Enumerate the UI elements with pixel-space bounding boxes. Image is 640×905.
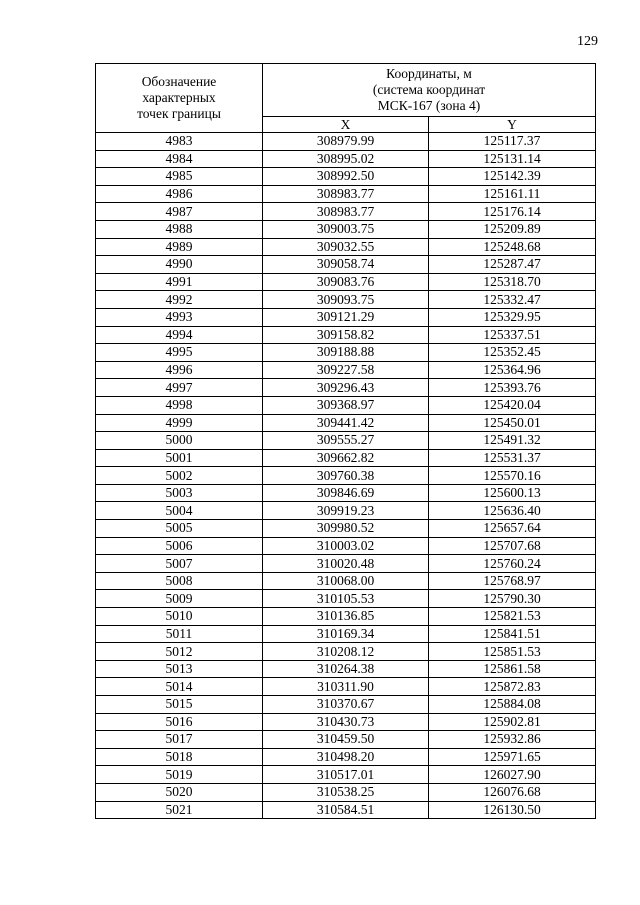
cell-x: 310370.67 xyxy=(263,696,429,714)
table-row xyxy=(96,308,596,326)
table-row xyxy=(96,256,596,274)
table-row xyxy=(96,273,596,291)
cell-y: 126130.50 xyxy=(429,801,596,819)
cell-y: 125287.47 xyxy=(429,256,596,274)
table-row xyxy=(96,572,596,590)
header-designation-line: характерных xyxy=(142,90,216,105)
cell-y: 125657.64 xyxy=(429,520,596,538)
cell-x: 310517.01 xyxy=(263,766,429,784)
table-body xyxy=(96,133,596,819)
cell-point: 4999 xyxy=(96,414,263,432)
cell-y: 125176.14 xyxy=(429,203,596,221)
cell-point: 4991 xyxy=(96,273,263,291)
table-row xyxy=(96,801,596,819)
header-coords-line: Координаты, м xyxy=(386,66,472,81)
cell-y: 125318.70 xyxy=(429,273,596,291)
page-number: 129 xyxy=(577,34,598,49)
cell-y: 125531.37 xyxy=(429,449,596,467)
cell-point: 4994 xyxy=(96,326,263,344)
cell-point: 5010 xyxy=(96,608,263,626)
cell-y: 125872.83 xyxy=(429,678,596,696)
cell-x: 309121.29 xyxy=(263,308,429,326)
table-row xyxy=(96,696,596,714)
cell-y: 125841.51 xyxy=(429,625,596,643)
cell-x: 309032.55 xyxy=(263,238,429,256)
cell-x: 310430.73 xyxy=(263,713,429,731)
header-x: X xyxy=(263,117,429,133)
header-designation-line: Обозначение xyxy=(141,74,217,89)
table-row xyxy=(96,291,596,309)
cell-x: 310020.48 xyxy=(263,555,429,573)
cell-x: 310105.53 xyxy=(263,590,429,608)
table-row xyxy=(96,344,596,362)
cell-y: 125117.37 xyxy=(429,133,596,151)
cell-point: 4998 xyxy=(96,396,263,414)
cell-x: 310498.20 xyxy=(263,748,429,766)
cell-y: 125248.68 xyxy=(429,238,596,256)
cell-x: 308995.02 xyxy=(263,150,429,168)
cell-point: 5012 xyxy=(96,643,263,661)
table-row xyxy=(96,555,596,573)
cell-y: 125364.96 xyxy=(429,361,596,379)
cell-y: 125332.47 xyxy=(429,291,596,309)
cell-point: 5019 xyxy=(96,766,263,784)
cell-x: 310169.34 xyxy=(263,625,429,643)
cell-x: 309058.74 xyxy=(263,256,429,274)
cell-x: 310136.85 xyxy=(263,608,429,626)
table-row xyxy=(96,185,596,203)
cell-y: 125902.81 xyxy=(429,713,596,731)
cell-x: 309003.75 xyxy=(263,220,429,238)
coordinates-table xyxy=(95,63,596,819)
cell-point: 4983 xyxy=(96,133,263,151)
cell-y: 125760.24 xyxy=(429,555,596,573)
cell-y: 125337.51 xyxy=(429,326,596,344)
table-row xyxy=(96,449,596,467)
table-row xyxy=(96,414,596,432)
cell-x: 310584.51 xyxy=(263,801,429,819)
table-row xyxy=(96,783,596,801)
table-row xyxy=(96,520,596,538)
cell-point: 4990 xyxy=(96,256,263,274)
table-row xyxy=(96,625,596,643)
cell-point: 4989 xyxy=(96,238,263,256)
cell-x: 309083.76 xyxy=(263,273,429,291)
cell-x: 310264.38 xyxy=(263,660,429,678)
table-row xyxy=(96,467,596,485)
cell-point: 5016 xyxy=(96,713,263,731)
table-row xyxy=(96,432,596,450)
table-row xyxy=(96,678,596,696)
cell-y: 125131.14 xyxy=(429,150,596,168)
cell-x: 308979.99 xyxy=(263,133,429,151)
cell-x: 309441.42 xyxy=(263,414,429,432)
cell-point: 4985 xyxy=(96,168,263,186)
cell-x: 309846.69 xyxy=(263,484,429,502)
cell-x: 308983.77 xyxy=(263,203,429,221)
table-row xyxy=(96,396,596,414)
table-row xyxy=(96,150,596,168)
cell-point: 4997 xyxy=(96,379,263,397)
cell-x: 309296.43 xyxy=(263,379,429,397)
cell-point: 5001 xyxy=(96,449,263,467)
cell-x: 310208.12 xyxy=(263,643,429,661)
cell-y: 126027.90 xyxy=(429,766,596,784)
cell-y: 125600.13 xyxy=(429,484,596,502)
cell-point: 5007 xyxy=(96,555,263,573)
cell-point: 4993 xyxy=(96,308,263,326)
cell-point: 5006 xyxy=(96,537,263,555)
cell-x: 309158.82 xyxy=(263,326,429,344)
cell-y: 125884.08 xyxy=(429,696,596,714)
cell-x: 309980.52 xyxy=(263,520,429,538)
table-row xyxy=(96,220,596,238)
cell-x: 310311.90 xyxy=(263,678,429,696)
cell-point: 5015 xyxy=(96,696,263,714)
cell-y: 125209.89 xyxy=(429,220,596,238)
cell-point: 4987 xyxy=(96,203,263,221)
cell-y: 125971.65 xyxy=(429,748,596,766)
cell-y: 125768.97 xyxy=(429,572,596,590)
cell-y: 125861.58 xyxy=(429,660,596,678)
cell-y: 125142.39 xyxy=(429,168,596,186)
cell-x: 309368.97 xyxy=(263,396,429,414)
cell-point: 5017 xyxy=(96,731,263,749)
cell-point: 4996 xyxy=(96,361,263,379)
cell-x: 310538.25 xyxy=(263,783,429,801)
table-row xyxy=(96,608,596,626)
cell-y: 125161.11 xyxy=(429,185,596,203)
cell-point: 5008 xyxy=(96,572,263,590)
table-row xyxy=(96,133,596,151)
cell-x: 310459.50 xyxy=(263,731,429,749)
cell-y: 125420.04 xyxy=(429,396,596,414)
table-row xyxy=(96,590,596,608)
cell-point: 5002 xyxy=(96,467,263,485)
cell-y: 125932.86 xyxy=(429,731,596,749)
cell-y: 125636.40 xyxy=(429,502,596,520)
table-row xyxy=(96,713,596,731)
cell-y: 125821.53 xyxy=(429,608,596,626)
cell-point: 5009 xyxy=(96,590,263,608)
table-row xyxy=(96,643,596,661)
cell-x: 309555.27 xyxy=(263,432,429,450)
table-row xyxy=(96,502,596,520)
cell-x: 310068.00 xyxy=(263,572,429,590)
cell-y: 125393.76 xyxy=(429,379,596,397)
cell-y: 125707.68 xyxy=(429,537,596,555)
table-row xyxy=(96,379,596,397)
cell-point: 5005 xyxy=(96,520,263,538)
cell-point: 5011 xyxy=(96,625,263,643)
cell-x: 308983.77 xyxy=(263,185,429,203)
table-row xyxy=(96,766,596,784)
cell-point: 5018 xyxy=(96,748,263,766)
cell-y: 125570.16 xyxy=(429,467,596,485)
table-row xyxy=(96,238,596,256)
header-designation-line: точек границы xyxy=(137,106,221,121)
cell-y: 125851.53 xyxy=(429,643,596,661)
cell-x: 309188.88 xyxy=(263,344,429,362)
cell-point: 5013 xyxy=(96,660,263,678)
cell-point: 5000 xyxy=(96,432,263,450)
cell-x: 309760.38 xyxy=(263,467,429,485)
table-row xyxy=(96,484,596,502)
table-row xyxy=(96,361,596,379)
table-row xyxy=(96,203,596,221)
table-row xyxy=(96,537,596,555)
cell-point: 4988 xyxy=(96,220,263,238)
cell-x: 309662.82 xyxy=(263,449,429,467)
cell-y: 125790.30 xyxy=(429,590,596,608)
cell-point: 4995 xyxy=(96,344,263,362)
header-point-designation xyxy=(96,64,263,133)
cell-point: 4992 xyxy=(96,291,263,309)
cell-x: 310003.02 xyxy=(263,537,429,555)
cell-point: 4986 xyxy=(96,185,263,203)
header-coordinates xyxy=(263,64,596,117)
cell-y: 125491.32 xyxy=(429,432,596,450)
table-row xyxy=(96,748,596,766)
header-coords-line: МСК-167 (зона 4) xyxy=(377,98,481,113)
header-coords-line: (система координат xyxy=(372,82,486,97)
table-row xyxy=(96,168,596,186)
table-row xyxy=(96,731,596,749)
cell-y: 125329.95 xyxy=(429,308,596,326)
cell-point: 5004 xyxy=(96,502,263,520)
cell-point: 5014 xyxy=(96,678,263,696)
cell-x: 309227.58 xyxy=(263,361,429,379)
cell-x: 308992.50 xyxy=(263,168,429,186)
table-row xyxy=(96,660,596,678)
cell-x: 309093.75 xyxy=(263,291,429,309)
cell-y: 125450.01 xyxy=(429,414,596,432)
cell-y: 126076.68 xyxy=(429,783,596,801)
cell-point: 5021 xyxy=(96,801,263,819)
cell-point: 5020 xyxy=(96,783,263,801)
header-y: Y xyxy=(429,117,596,133)
cell-point: 5003 xyxy=(96,484,263,502)
cell-y: 125352.45 xyxy=(429,344,596,362)
table-row xyxy=(96,326,596,344)
cell-point: 4984 xyxy=(96,150,263,168)
cell-x: 309919.23 xyxy=(263,502,429,520)
